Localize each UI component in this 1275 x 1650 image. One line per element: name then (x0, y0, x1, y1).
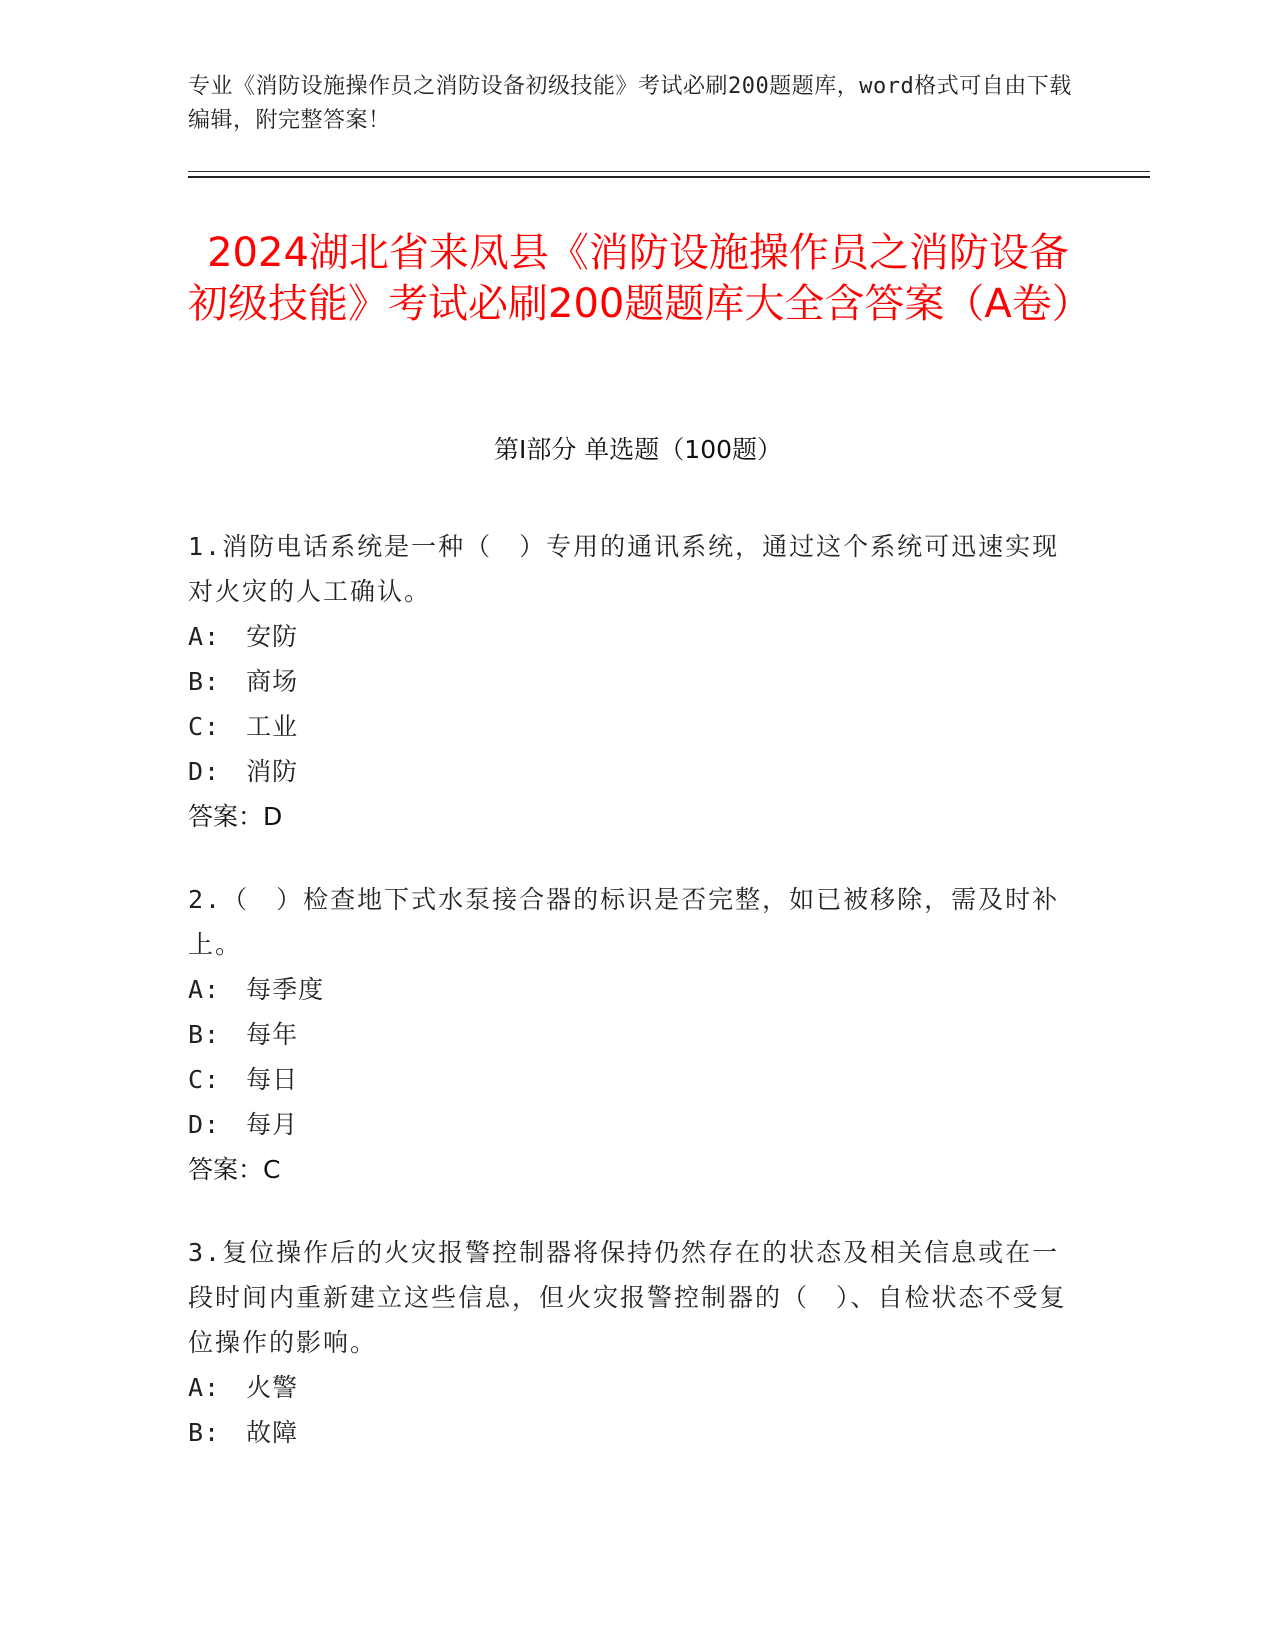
section-title: 第Ⅰ部分 单选题（100题） (493, 435, 783, 464)
question-stem: 1.消防电话系统是一种（ ）专用的通讯系统，通过这个系统可迅速实现对火灾的人工确认。 (188, 532, 1060, 606)
question-option: B: 故障 (188, 1418, 299, 1447)
document-title: 2024湖北省来凤县《消防设施操作员之消防设备初级技能》考试必刷200题题库大全含答案（A卷） (188, 230, 1092, 327)
question-list (188, 524, 1068, 1493)
question-option: C: 每日 (188, 1065, 299, 1094)
question-option: B: 商场 (188, 667, 299, 696)
question-item (188, 524, 1068, 839)
question-stem: 2.（ ）检查地下式水泵接合器的标识是否完整，如已被移除，需及时补上。 (188, 885, 1060, 959)
question-answer: 答案：C (188, 1155, 281, 1184)
question-stem: 3.复位操作后的火灾报警控制器将保持仍然存在的状态及相关信息或在一段时间内重新建立这些信息，但火灾报警控制器的（ ）、自检状态不受复位操作的影响。 (188, 1238, 1067, 1357)
question-option: C: 工业 (188, 712, 299, 741)
question-item (188, 1230, 1068, 1455)
question-option: A: 安防 (188, 622, 299, 651)
question-option: A: 火警 (188, 1373, 299, 1402)
header-note: 专业《消防设施操作员之消防设备初级技能》考试必刷200题题库，word格式可自由下载编辑，附完整答案！ (188, 74, 1072, 133)
header-divider-thin (188, 171, 1150, 172)
question-answer: 答案：D (188, 802, 283, 831)
question-option: A: 每季度 (188, 975, 325, 1004)
question-item (188, 877, 1068, 1192)
header-divider-thick (188, 176, 1150, 178)
question-option: D: 消防 (188, 757, 299, 786)
question-option: B: 每年 (188, 1020, 299, 1049)
question-option: D: 每月 (188, 1110, 299, 1139)
